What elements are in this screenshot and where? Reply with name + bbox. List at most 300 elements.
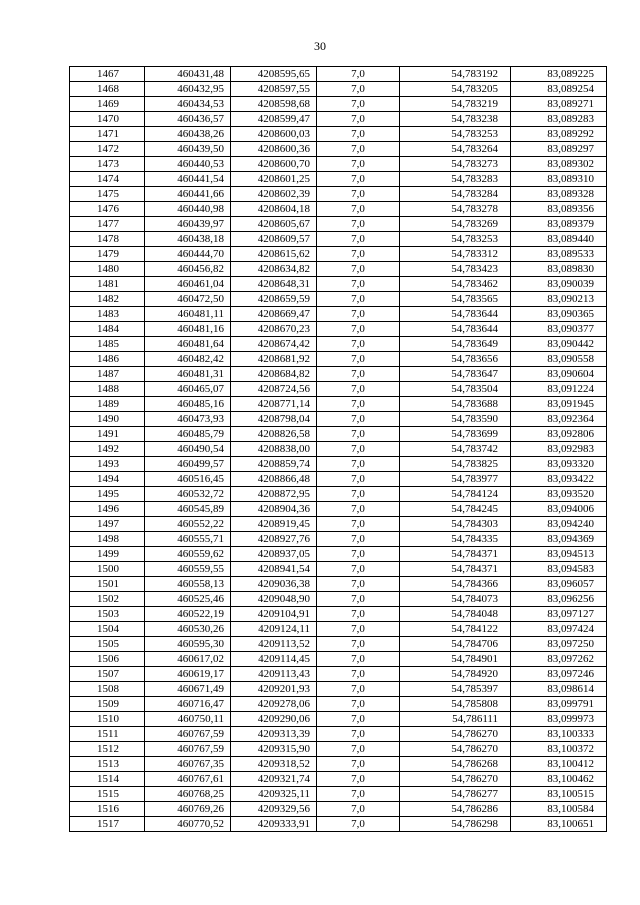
table-row xyxy=(70,727,607,742)
table-row xyxy=(70,262,607,277)
point-number-cell: 1467 xyxy=(70,67,145,82)
y-coordinate-cell: 4208659,59 xyxy=(231,292,317,307)
longitude-cell: 83,089830 xyxy=(511,262,607,277)
latitude-cell: 54,783825 xyxy=(400,457,511,472)
point-number-cell: 1508 xyxy=(70,682,145,697)
y-coordinate-cell: 4208684,82 xyxy=(231,367,317,382)
table-row xyxy=(70,202,607,217)
point-number-cell: 1500 xyxy=(70,562,145,577)
latitude-cell: 54,783565 xyxy=(400,292,511,307)
point-number-cell: 1476 xyxy=(70,202,145,217)
height-cell: 7,0 xyxy=(317,397,400,412)
y-coordinate-cell: 4208866,48 xyxy=(231,472,317,487)
height-cell: 7,0 xyxy=(317,682,400,697)
longitude-cell: 83,100412 xyxy=(511,757,607,772)
x-coordinate-cell: 460552,22 xyxy=(145,517,231,532)
point-number-cell: 1487 xyxy=(70,367,145,382)
table-row xyxy=(70,667,607,682)
y-coordinate-cell: 4208595,65 xyxy=(231,67,317,82)
longitude-cell: 83,089302 xyxy=(511,157,607,172)
height-cell: 7,0 xyxy=(317,667,400,682)
table-row xyxy=(70,652,607,667)
y-coordinate-cell: 4208600,03 xyxy=(231,127,317,142)
point-number-cell: 1489 xyxy=(70,397,145,412)
longitude-cell: 83,089533 xyxy=(511,247,607,262)
y-coordinate-cell: 4209290,06 xyxy=(231,712,317,727)
x-coordinate-cell: 460545,89 xyxy=(145,502,231,517)
x-coordinate-cell: 460436,57 xyxy=(145,112,231,127)
y-coordinate-cell: 4208927,76 xyxy=(231,532,317,547)
point-number-cell: 1479 xyxy=(70,247,145,262)
y-coordinate-cell: 4208838,00 xyxy=(231,442,317,457)
x-coordinate-cell: 460482,42 xyxy=(145,352,231,367)
point-number-cell: 1515 xyxy=(70,787,145,802)
y-coordinate-cell: 4208919,45 xyxy=(231,517,317,532)
table-row xyxy=(70,157,607,172)
table-row xyxy=(70,532,607,547)
latitude-cell: 54,786277 xyxy=(400,787,511,802)
longitude-cell: 83,097250 xyxy=(511,637,607,652)
table-row xyxy=(70,82,607,97)
point-number-cell: 1492 xyxy=(70,442,145,457)
latitude-cell: 54,785808 xyxy=(400,697,511,712)
table-row xyxy=(70,112,607,127)
longitude-cell: 83,094006 xyxy=(511,502,607,517)
longitude-cell: 83,093422 xyxy=(511,472,607,487)
y-coordinate-cell: 4208600,70 xyxy=(231,157,317,172)
height-cell: 7,0 xyxy=(317,442,400,457)
latitude-cell: 54,783688 xyxy=(400,397,511,412)
latitude-cell: 54,784901 xyxy=(400,652,511,667)
height-cell: 7,0 xyxy=(317,487,400,502)
longitude-cell: 83,089271 xyxy=(511,97,607,112)
x-coordinate-cell: 460441,66 xyxy=(145,187,231,202)
x-coordinate-cell: 460767,35 xyxy=(145,757,231,772)
x-coordinate-cell: 460431,48 xyxy=(145,67,231,82)
table-row xyxy=(70,382,607,397)
y-coordinate-cell: 4209333,91 xyxy=(231,817,317,832)
point-number-cell: 1473 xyxy=(70,157,145,172)
height-cell: 7,0 xyxy=(317,187,400,202)
point-number-cell: 1472 xyxy=(70,142,145,157)
height-cell: 7,0 xyxy=(317,322,400,337)
y-coordinate-cell: 4208771,14 xyxy=(231,397,317,412)
table-row xyxy=(70,442,607,457)
point-number-cell: 1478 xyxy=(70,232,145,247)
point-number-cell: 1490 xyxy=(70,412,145,427)
latitude-cell: 54,783649 xyxy=(400,337,511,352)
x-coordinate-cell: 460767,59 xyxy=(145,727,231,742)
table-row xyxy=(70,322,607,337)
table-row xyxy=(70,742,607,757)
point-number-cell: 1509 xyxy=(70,697,145,712)
height-cell: 7,0 xyxy=(317,277,400,292)
longitude-cell: 83,089328 xyxy=(511,187,607,202)
x-coordinate-cell: 460555,71 xyxy=(145,532,231,547)
page-number: 30 xyxy=(314,39,326,53)
x-coordinate-cell: 460767,61 xyxy=(145,772,231,787)
latitude-cell: 54,784335 xyxy=(400,532,511,547)
table-row xyxy=(70,457,607,472)
latitude-cell: 54,785397 xyxy=(400,682,511,697)
x-coordinate-cell: 460441,54 xyxy=(145,172,231,187)
table-row xyxy=(70,787,607,802)
latitude-cell: 54,783278 xyxy=(400,202,511,217)
y-coordinate-cell: 4208609,57 xyxy=(231,232,317,247)
longitude-cell: 83,094240 xyxy=(511,517,607,532)
longitude-cell: 83,091945 xyxy=(511,397,607,412)
coordinates-table xyxy=(69,66,607,832)
table-row xyxy=(70,487,607,502)
latitude-cell: 54,783423 xyxy=(400,262,511,277)
longitude-cell: 83,090442 xyxy=(511,337,607,352)
latitude-cell: 54,786270 xyxy=(400,742,511,757)
point-number-cell: 1484 xyxy=(70,322,145,337)
x-coordinate-cell: 460769,26 xyxy=(145,802,231,817)
x-coordinate-cell: 460516,45 xyxy=(145,472,231,487)
y-coordinate-cell: 4209124,11 xyxy=(231,622,317,637)
point-number-cell: 1498 xyxy=(70,532,145,547)
x-coordinate-cell: 460559,62 xyxy=(145,547,231,562)
x-coordinate-cell: 460770,52 xyxy=(145,817,231,832)
table-row xyxy=(70,292,607,307)
latitude-cell: 54,783264 xyxy=(400,142,511,157)
x-coordinate-cell: 460768,25 xyxy=(145,787,231,802)
point-number-cell: 1512 xyxy=(70,742,145,757)
x-coordinate-cell: 460444,70 xyxy=(145,247,231,262)
x-coordinate-cell: 460558,13 xyxy=(145,577,231,592)
longitude-cell: 83,092806 xyxy=(511,427,607,442)
table-row xyxy=(70,607,607,622)
latitude-cell: 54,783284 xyxy=(400,187,511,202)
table-row xyxy=(70,682,607,697)
latitude-cell: 54,784366 xyxy=(400,577,511,592)
longitude-cell: 83,090039 xyxy=(511,277,607,292)
height-cell: 7,0 xyxy=(317,112,400,127)
y-coordinate-cell: 4208826,58 xyxy=(231,427,317,442)
y-coordinate-cell: 4208859,74 xyxy=(231,457,317,472)
table-row xyxy=(70,172,607,187)
x-coordinate-cell: 460485,79 xyxy=(145,427,231,442)
x-coordinate-cell: 460434,53 xyxy=(145,97,231,112)
y-coordinate-cell: 4208681,92 xyxy=(231,352,317,367)
height-cell: 7,0 xyxy=(317,382,400,397)
latitude-cell: 54,783205 xyxy=(400,82,511,97)
x-coordinate-cell: 460490,54 xyxy=(145,442,231,457)
height-cell: 7,0 xyxy=(317,427,400,442)
point-number-cell: 1497 xyxy=(70,517,145,532)
longitude-cell: 83,092983 xyxy=(511,442,607,457)
height-cell: 7,0 xyxy=(317,172,400,187)
latitude-cell: 54,784371 xyxy=(400,547,511,562)
height-cell: 7,0 xyxy=(317,742,400,757)
latitude-cell: 54,784245 xyxy=(400,502,511,517)
point-number-cell: 1483 xyxy=(70,307,145,322)
latitude-cell: 54,786298 xyxy=(400,817,511,832)
table-row xyxy=(70,187,607,202)
point-number-cell: 1516 xyxy=(70,802,145,817)
x-coordinate-cell: 460432,95 xyxy=(145,82,231,97)
height-cell: 7,0 xyxy=(317,592,400,607)
table-row xyxy=(70,97,607,112)
latitude-cell: 54,783699 xyxy=(400,427,511,442)
latitude-cell: 54,783590 xyxy=(400,412,511,427)
latitude-cell: 54,783742 xyxy=(400,442,511,457)
point-number-cell: 1485 xyxy=(70,337,145,352)
longitude-cell: 83,090213 xyxy=(511,292,607,307)
x-coordinate-cell: 460485,16 xyxy=(145,397,231,412)
y-coordinate-cell: 4209278,06 xyxy=(231,697,317,712)
x-coordinate-cell: 460481,16 xyxy=(145,322,231,337)
table-row xyxy=(70,337,607,352)
height-cell: 7,0 xyxy=(317,337,400,352)
longitude-cell: 83,100651 xyxy=(511,817,607,832)
height-cell: 7,0 xyxy=(317,712,400,727)
y-coordinate-cell: 4208615,62 xyxy=(231,247,317,262)
longitude-cell: 83,090558 xyxy=(511,352,607,367)
x-coordinate-cell: 460532,72 xyxy=(145,487,231,502)
x-coordinate-cell: 460473,93 xyxy=(145,412,231,427)
height-cell: 7,0 xyxy=(317,802,400,817)
latitude-cell: 54,783269 xyxy=(400,217,511,232)
latitude-cell: 54,783273 xyxy=(400,157,511,172)
table-row xyxy=(70,472,607,487)
y-coordinate-cell: 4209329,56 xyxy=(231,802,317,817)
table-row xyxy=(70,772,607,787)
x-coordinate-cell: 460456,82 xyxy=(145,262,231,277)
table-row xyxy=(70,622,607,637)
y-coordinate-cell: 4208598,68 xyxy=(231,97,317,112)
table-row xyxy=(70,277,607,292)
height-cell: 7,0 xyxy=(317,547,400,562)
latitude-cell: 54,784303 xyxy=(400,517,511,532)
x-coordinate-cell: 460716,47 xyxy=(145,697,231,712)
height-cell: 7,0 xyxy=(317,652,400,667)
height-cell: 7,0 xyxy=(317,457,400,472)
height-cell: 7,0 xyxy=(317,772,400,787)
height-cell: 7,0 xyxy=(317,232,400,247)
longitude-cell: 83,097424 xyxy=(511,622,607,637)
table-row xyxy=(70,217,607,232)
latitude-cell: 54,786270 xyxy=(400,772,511,787)
longitude-cell: 83,100333 xyxy=(511,727,607,742)
latitude-cell: 54,784048 xyxy=(400,607,511,622)
y-coordinate-cell: 4208604,18 xyxy=(231,202,317,217)
longitude-cell: 83,089292 xyxy=(511,127,607,142)
x-coordinate-cell: 460499,57 xyxy=(145,457,231,472)
latitude-cell: 54,784122 xyxy=(400,622,511,637)
table-row xyxy=(70,802,607,817)
y-coordinate-cell: 4209313,39 xyxy=(231,727,317,742)
longitude-cell: 83,100584 xyxy=(511,802,607,817)
latitude-cell: 54,784920 xyxy=(400,667,511,682)
x-coordinate-cell: 460619,17 xyxy=(145,667,231,682)
x-coordinate-cell: 460767,59 xyxy=(145,742,231,757)
y-coordinate-cell: 4209048,90 xyxy=(231,592,317,607)
latitude-cell: 54,786268 xyxy=(400,757,511,772)
latitude-cell: 54,783283 xyxy=(400,172,511,187)
height-cell: 7,0 xyxy=(317,97,400,112)
y-coordinate-cell: 4208600,36 xyxy=(231,142,317,157)
latitude-cell: 54,783253 xyxy=(400,127,511,142)
longitude-cell: 83,093320 xyxy=(511,457,607,472)
y-coordinate-cell: 4209036,38 xyxy=(231,577,317,592)
y-coordinate-cell: 4208872,95 xyxy=(231,487,317,502)
coordinates-table-body xyxy=(70,67,607,832)
y-coordinate-cell: 4208601,25 xyxy=(231,172,317,187)
y-coordinate-cell: 4209104,91 xyxy=(231,607,317,622)
point-number-cell: 1517 xyxy=(70,817,145,832)
longitude-cell: 83,089379 xyxy=(511,217,607,232)
longitude-cell: 83,100372 xyxy=(511,742,607,757)
point-number-cell: 1510 xyxy=(70,712,145,727)
height-cell: 7,0 xyxy=(317,817,400,832)
height-cell: 7,0 xyxy=(317,367,400,382)
longitude-cell: 83,093520 xyxy=(511,487,607,502)
table-row xyxy=(70,637,607,652)
latitude-cell: 54,783656 xyxy=(400,352,511,367)
y-coordinate-cell: 4209318,52 xyxy=(231,757,317,772)
height-cell: 7,0 xyxy=(317,607,400,622)
longitude-cell: 83,096256 xyxy=(511,592,607,607)
x-coordinate-cell: 460525,46 xyxy=(145,592,231,607)
x-coordinate-cell: 460559,55 xyxy=(145,562,231,577)
longitude-cell: 83,089297 xyxy=(511,142,607,157)
height-cell: 7,0 xyxy=(317,247,400,262)
table-row xyxy=(70,397,607,412)
table-row xyxy=(70,577,607,592)
x-coordinate-cell: 460522,19 xyxy=(145,607,231,622)
point-number-cell: 1471 xyxy=(70,127,145,142)
table-row xyxy=(70,127,607,142)
longitude-cell: 83,090365 xyxy=(511,307,607,322)
x-coordinate-cell: 460617,02 xyxy=(145,652,231,667)
point-number-cell: 1481 xyxy=(70,277,145,292)
table-row xyxy=(70,697,607,712)
latitude-cell: 54,783238 xyxy=(400,112,511,127)
latitude-cell: 54,783462 xyxy=(400,277,511,292)
longitude-cell: 83,097262 xyxy=(511,652,607,667)
x-coordinate-cell: 460465,07 xyxy=(145,382,231,397)
point-number-cell: 1514 xyxy=(70,772,145,787)
x-coordinate-cell: 460440,98 xyxy=(145,202,231,217)
height-cell: 7,0 xyxy=(317,412,400,427)
latitude-cell: 54,784371 xyxy=(400,562,511,577)
longitude-cell: 83,089283 xyxy=(511,112,607,127)
longitude-cell: 83,092364 xyxy=(511,412,607,427)
longitude-cell: 83,100515 xyxy=(511,787,607,802)
longitude-cell: 83,097127 xyxy=(511,607,607,622)
table-row xyxy=(70,352,607,367)
x-coordinate-cell: 460750,11 xyxy=(145,712,231,727)
point-number-cell: 1480 xyxy=(70,262,145,277)
height-cell: 7,0 xyxy=(317,532,400,547)
height-cell: 7,0 xyxy=(317,622,400,637)
latitude-cell: 54,784073 xyxy=(400,592,511,607)
x-coordinate-cell: 460440,53 xyxy=(145,157,231,172)
point-number-cell: 1501 xyxy=(70,577,145,592)
height-cell: 7,0 xyxy=(317,262,400,277)
height-cell: 7,0 xyxy=(317,517,400,532)
table-row xyxy=(70,517,607,532)
point-number-cell: 1507 xyxy=(70,667,145,682)
latitude-cell: 54,783504 xyxy=(400,382,511,397)
y-coordinate-cell: 4208670,23 xyxy=(231,322,317,337)
latitude-cell: 54,786111 xyxy=(400,712,511,727)
height-cell: 7,0 xyxy=(317,142,400,157)
height-cell: 7,0 xyxy=(317,157,400,172)
point-number-cell: 1488 xyxy=(70,382,145,397)
latitude-cell: 54,783647 xyxy=(400,367,511,382)
point-number-cell: 1491 xyxy=(70,427,145,442)
latitude-cell: 54,786286 xyxy=(400,802,511,817)
y-coordinate-cell: 4208904,36 xyxy=(231,502,317,517)
y-coordinate-cell: 4208648,31 xyxy=(231,277,317,292)
longitude-cell: 83,096057 xyxy=(511,577,607,592)
latitude-cell: 54,783253 xyxy=(400,232,511,247)
x-coordinate-cell: 460438,18 xyxy=(145,232,231,247)
height-cell: 7,0 xyxy=(317,82,400,97)
y-coordinate-cell: 4208602,39 xyxy=(231,187,317,202)
x-coordinate-cell: 460481,11 xyxy=(145,307,231,322)
latitude-cell: 54,784124 xyxy=(400,487,511,502)
y-coordinate-cell: 4209321,74 xyxy=(231,772,317,787)
latitude-cell: 54,783312 xyxy=(400,247,511,262)
table-row xyxy=(70,757,607,772)
point-number-cell: 1496 xyxy=(70,502,145,517)
point-number-cell: 1495 xyxy=(70,487,145,502)
x-coordinate-cell: 460472,50 xyxy=(145,292,231,307)
height-cell: 7,0 xyxy=(317,67,400,82)
x-coordinate-cell: 460595,30 xyxy=(145,637,231,652)
longitude-cell: 83,094513 xyxy=(511,547,607,562)
height-cell: 7,0 xyxy=(317,757,400,772)
height-cell: 7,0 xyxy=(317,787,400,802)
longitude-cell: 83,091224 xyxy=(511,382,607,397)
height-cell: 7,0 xyxy=(317,472,400,487)
longitude-cell: 83,099791 xyxy=(511,697,607,712)
longitude-cell: 83,099973 xyxy=(511,712,607,727)
height-cell: 7,0 xyxy=(317,127,400,142)
x-coordinate-cell: 460481,31 xyxy=(145,367,231,382)
y-coordinate-cell: 4208724,56 xyxy=(231,382,317,397)
height-cell: 7,0 xyxy=(317,502,400,517)
longitude-cell: 83,097246 xyxy=(511,667,607,682)
table-row xyxy=(70,367,607,382)
latitude-cell: 54,783644 xyxy=(400,307,511,322)
table-row xyxy=(70,712,607,727)
point-number-cell: 1503 xyxy=(70,607,145,622)
latitude-cell: 54,783192 xyxy=(400,67,511,82)
y-coordinate-cell: 4208674,42 xyxy=(231,337,317,352)
point-number-cell: 1502 xyxy=(70,592,145,607)
longitude-cell: 83,089310 xyxy=(511,172,607,187)
point-number-cell: 1504 xyxy=(70,622,145,637)
height-cell: 7,0 xyxy=(317,577,400,592)
y-coordinate-cell: 4209113,43 xyxy=(231,667,317,682)
point-number-cell: 1511 xyxy=(70,727,145,742)
latitude-cell: 54,783644 xyxy=(400,322,511,337)
longitude-cell: 83,094583 xyxy=(511,562,607,577)
table-row xyxy=(70,412,607,427)
y-coordinate-cell: 4208798,04 xyxy=(231,412,317,427)
height-cell: 7,0 xyxy=(317,202,400,217)
y-coordinate-cell: 4209201,93 xyxy=(231,682,317,697)
height-cell: 7,0 xyxy=(317,217,400,232)
longitude-cell: 83,089440 xyxy=(511,232,607,247)
y-coordinate-cell: 4208941,54 xyxy=(231,562,317,577)
longitude-cell: 83,089225 xyxy=(511,67,607,82)
